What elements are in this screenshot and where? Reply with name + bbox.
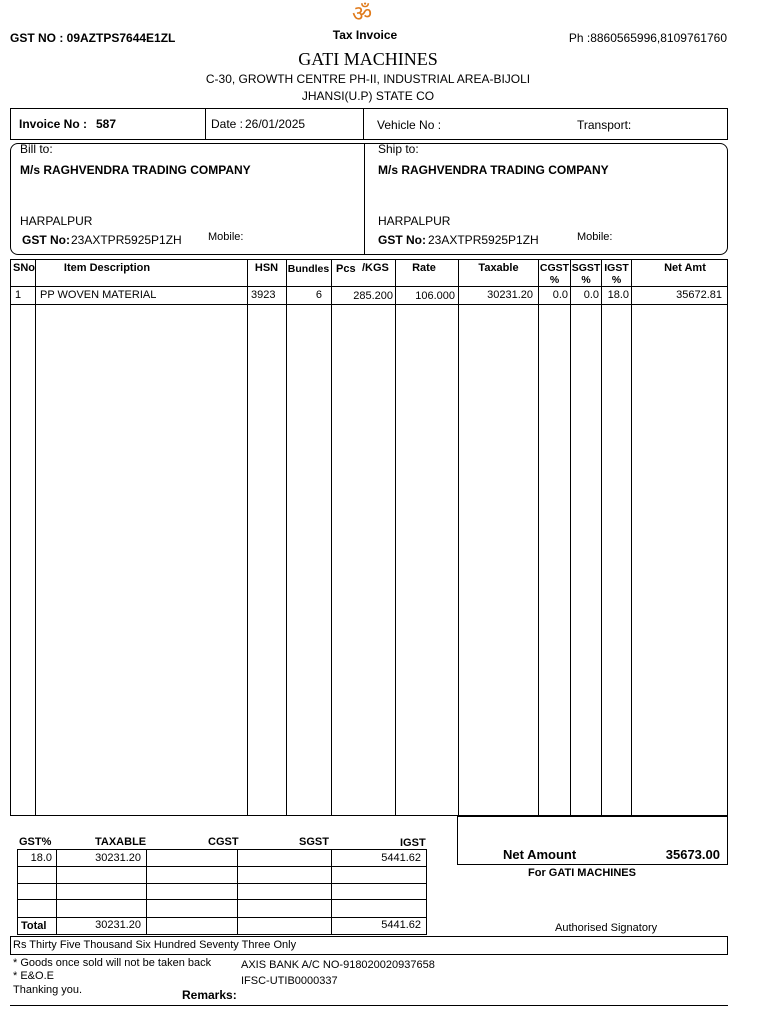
- document-title: Tax Invoice: [332, 28, 398, 42]
- terms-note-2: * E&O.E: [13, 970, 54, 982]
- item-hsn: 3923: [251, 289, 276, 301]
- terms-note-1: * Goods once sold will not be taken back: [13, 957, 212, 969]
- col-header-cgst-pct: %: [549, 274, 560, 286]
- col-header-sgst: SGST: [571, 262, 601, 274]
- summary-igst: 5441.62: [381, 852, 421, 864]
- net-amount-label: Net Amount: [503, 847, 577, 862]
- summary-header-igst: IGST: [400, 837, 426, 849]
- ship-to-name: M/s RAGHVENDRA TRADING COMPANY: [378, 163, 609, 177]
- item-taxable: 30231.20: [487, 289, 533, 301]
- net-amount-value: 35673.00: [665, 847, 720, 862]
- invoice-no-value: 587: [96, 117, 117, 131]
- bank-account: AXIS BANK A/C NO-918020020937658: [241, 959, 435, 971]
- col-header-taxable: Taxable: [478, 262, 519, 274]
- date-value: 26/01/2025: [245, 117, 306, 131]
- seller-gst-number: GST NO : 09AZTPS7644E1ZL: [10, 31, 176, 45]
- summary-header-sgst: SGST: [299, 836, 329, 848]
- vehicle-no-label: Vehicle No :: [377, 118, 442, 132]
- bill-to-mobile-label: Mobile:: [208, 231, 244, 243]
- col-header-hsn: HSN: [254, 262, 279, 274]
- thanking-note: Thanking you.: [13, 984, 83, 996]
- col-header-cgst: CGST: [539, 262, 570, 274]
- ship-to-label: Ship to:: [378, 142, 419, 156]
- col-header-rate: Rate: [412, 262, 436, 274]
- transport-label: Transport:: [577, 118, 632, 132]
- ship-to-mobile-label: Mobile:: [577, 231, 613, 243]
- bill-to-gst-label: GST No:: [22, 233, 70, 247]
- item-sno: 1: [15, 289, 22, 301]
- col-header-sgst-pct: %: [581, 274, 591, 286]
- for-company-label: For GATI MACHINES: [528, 867, 636, 879]
- summary-header-taxable: TAXABLE: [95, 836, 147, 848]
- items-table: [10, 259, 728, 816]
- item-quantity: 285.200: [353, 290, 393, 302]
- ship-to-city: HARPALPUR: [378, 214, 451, 228]
- item-description: PP WOVEN MATERIAL: [40, 289, 157, 301]
- col-header-description: Item Description: [63, 262, 151, 274]
- summary-gst-rate: 18.0: [30, 852, 52, 864]
- summary-header-cgst: CGST: [208, 836, 239, 848]
- bill-to-name: M/s RAGHVENDRA TRADING COMPANY: [20, 163, 251, 177]
- ship-to-gst-value: 23AXTPR5925P1ZH: [428, 233, 539, 247]
- authorised-signatory: Authorised Signatory: [555, 922, 658, 934]
- summary-total-igst: 5441.62: [381, 919, 421, 931]
- company-name: GATI MACHINES: [298, 49, 438, 69]
- item-cgst: 0.0: [552, 289, 568, 301]
- bill-to-label: Bill to:: [20, 142, 53, 156]
- col-header-igst: IGST: [604, 262, 629, 274]
- amount-in-words: Rs Thirty Five Thousand Six Hundred Seventy Three Only: [13, 939, 297, 951]
- company-address-line1: C-30, GROWTH CENTRE PH-II, INDUSTRIAL AREA-BIJOLI: [205, 72, 531, 86]
- item-sgst: 0.0: [583, 289, 599, 301]
- item-net-amt: 35672.81: [676, 289, 722, 301]
- remarks-label: Remarks:: [182, 988, 237, 1002]
- company-address-line2: JHANSI(U.P) STATE CO: [301, 89, 435, 103]
- item-bundles: 6: [315, 289, 322, 301]
- date-label: Date :: [211, 117, 244, 131]
- summary-total-taxable: 30231.20: [95, 919, 141, 931]
- col-header-sno: SNo: [13, 262, 35, 274]
- seller-phone: Ph :8860565996,8109761760: [568, 31, 727, 45]
- ship-to-gst-label: GST No:: [378, 233, 426, 247]
- col-header-net-amt: Net Amt: [664, 262, 706, 274]
- bill-to-gst-value: 23AXTPR5925P1ZH: [71, 233, 182, 247]
- col-header-igst-pct: %: [611, 274, 622, 286]
- bank-ifsc: IFSC-UTIB0000337: [241, 975, 338, 987]
- item-rate: 106.000: [415, 290, 455, 302]
- om-logo: ॐ: [351, 1, 373, 26]
- col-header-kgs: /KGS: [362, 262, 389, 274]
- summary-header-gst: GST%: [19, 836, 52, 848]
- summary-total-label: Total: [21, 920, 47, 932]
- summary-taxable: 30231.20: [95, 852, 141, 864]
- footer-divider: [10, 1005, 728, 1006]
- col-header-pcs: Pcs: [336, 263, 356, 275]
- item-igst: 18.0: [607, 289, 629, 301]
- invoice-no-label: Invoice No :: [19, 117, 88, 131]
- bill-to-city: HARPALPUR: [20, 214, 93, 228]
- col-header-bundles: Bundles: [287, 263, 330, 275]
